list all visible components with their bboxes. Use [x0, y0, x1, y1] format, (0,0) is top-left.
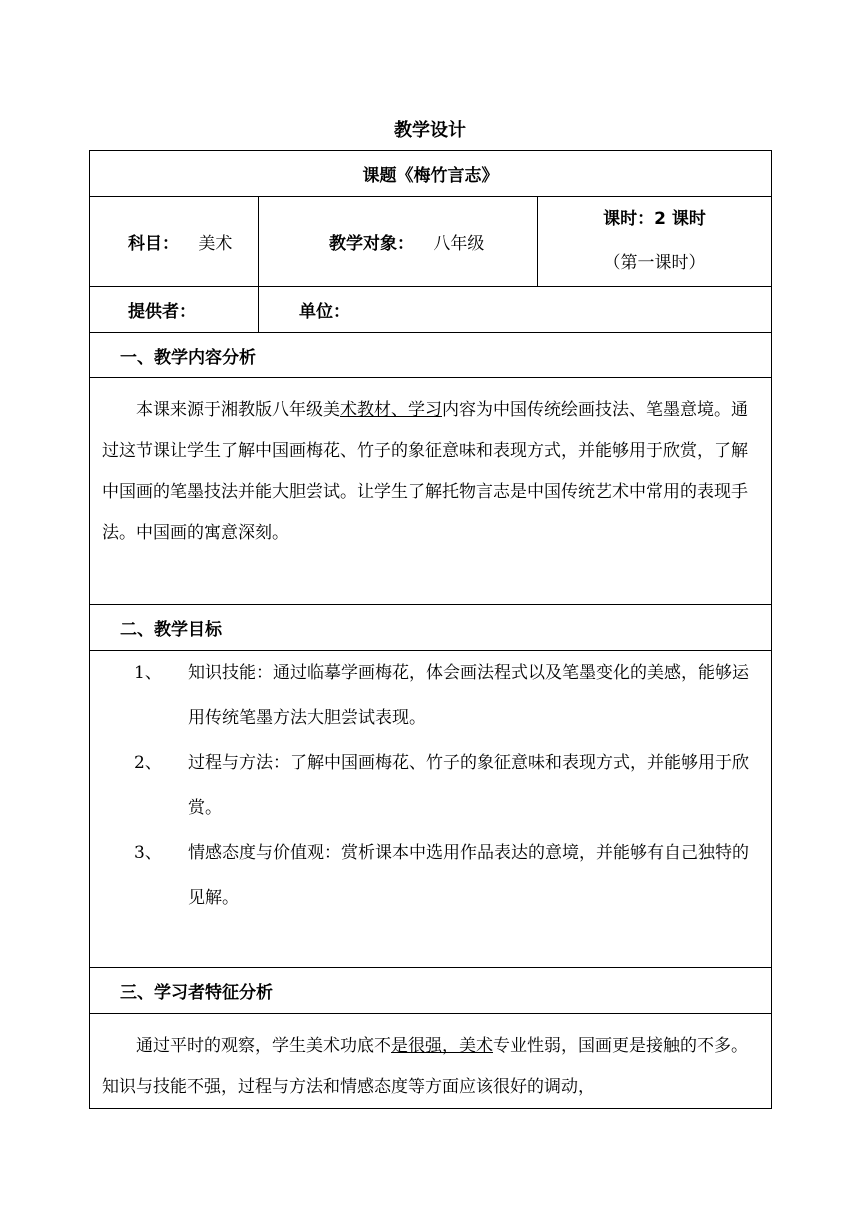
- lesson-title: 课题《梅竹言志》: [90, 151, 772, 197]
- section3-text-b: 专业性弱，国画更是接触的不多。知识与技能不强，过程与方法和情感态度等方面应该很好的调动，: [102, 1036, 748, 1097]
- hours-cell: [538, 197, 772, 287]
- section1-body-row: [90, 378, 772, 605]
- section3-heading-row: [90, 968, 772, 1014]
- section1-text-a: 本课来源于湘教版八年级美: [136, 400, 340, 420]
- goal-number: 1、: [134, 663, 162, 683]
- goal-list: [90, 651, 771, 921]
- goal-item: [90, 831, 771, 921]
- audience-cell: [259, 197, 538, 287]
- section3-text-a: 通过平时的观察，学生美术功底不: [136, 1036, 391, 1056]
- hours-note: （第一课时）: [603, 253, 706, 273]
- audience-label: 教学对象：: [329, 234, 414, 254]
- section3-paragraph: [90, 1014, 772, 1109]
- hours-label: 课时：2 课时: [603, 209, 706, 229]
- unit-label: 单位：: [259, 287, 772, 333]
- section1-heading-row: [90, 333, 772, 378]
- section1-heading: 一、教学内容分析: [90, 333, 772, 378]
- goal-number: 3、: [134, 843, 162, 863]
- goal-text: 知识技能：通过临摹学画梅花，体会画法程式以及笔墨变化的美感，能够运用传统笔墨方法大胆尝试表现。: [188, 663, 749, 728]
- goal-number: 2、: [134, 753, 162, 773]
- provider-label: 提供者：: [90, 287, 259, 333]
- section2-goals-cell: [90, 651, 772, 968]
- goal-text: 情感态度与价值观：赏析课本中选用作品表达的意境，并能够有自己独特的见解。: [188, 843, 749, 908]
- goal-item: [90, 651, 771, 741]
- goal-item: [90, 741, 771, 831]
- section3-body-row: [90, 1014, 772, 1109]
- audience-value: 八年级: [433, 234, 485, 254]
- section2-heading: 二、教学目标: [90, 605, 772, 651]
- info-row: [90, 197, 772, 287]
- subject-value: 美术: [198, 234, 233, 254]
- section1-paragraph: [90, 378, 772, 605]
- goal-text: 过程与方法：了解中国画梅花、竹子的象征意味和表现方式，并能够用于欣赏。: [188, 753, 749, 818]
- section3-heading: 三、学习者特征分析: [90, 968, 772, 1014]
- lesson-plan-table: [89, 150, 772, 1109]
- lesson-title-row: [90, 151, 772, 197]
- section2-heading-row: [90, 605, 772, 651]
- section1-text-b: 内容为中国传统绘画技法、笔墨意境。通过这节课让学生了解中国画梅花、竹子的象征意味和表现方式，并能够用于欣赏，了解中国画的笔墨技法并能大胆尝试。让学生了解托物言志是中国传统艺术中常用的表现手法。中国画的寓意深刻。: [102, 400, 748, 543]
- section1-text-underlined: 术教材、学习: [340, 400, 442, 420]
- document-title: 教学设计: [394, 120, 466, 141]
- subject-label: 科目：: [128, 234, 179, 254]
- provider-row: [90, 287, 772, 333]
- subject-cell: [90, 197, 259, 287]
- section2-body-row: [90, 651, 772, 968]
- section3-text-underlined: 是很强，美术: [391, 1036, 493, 1056]
